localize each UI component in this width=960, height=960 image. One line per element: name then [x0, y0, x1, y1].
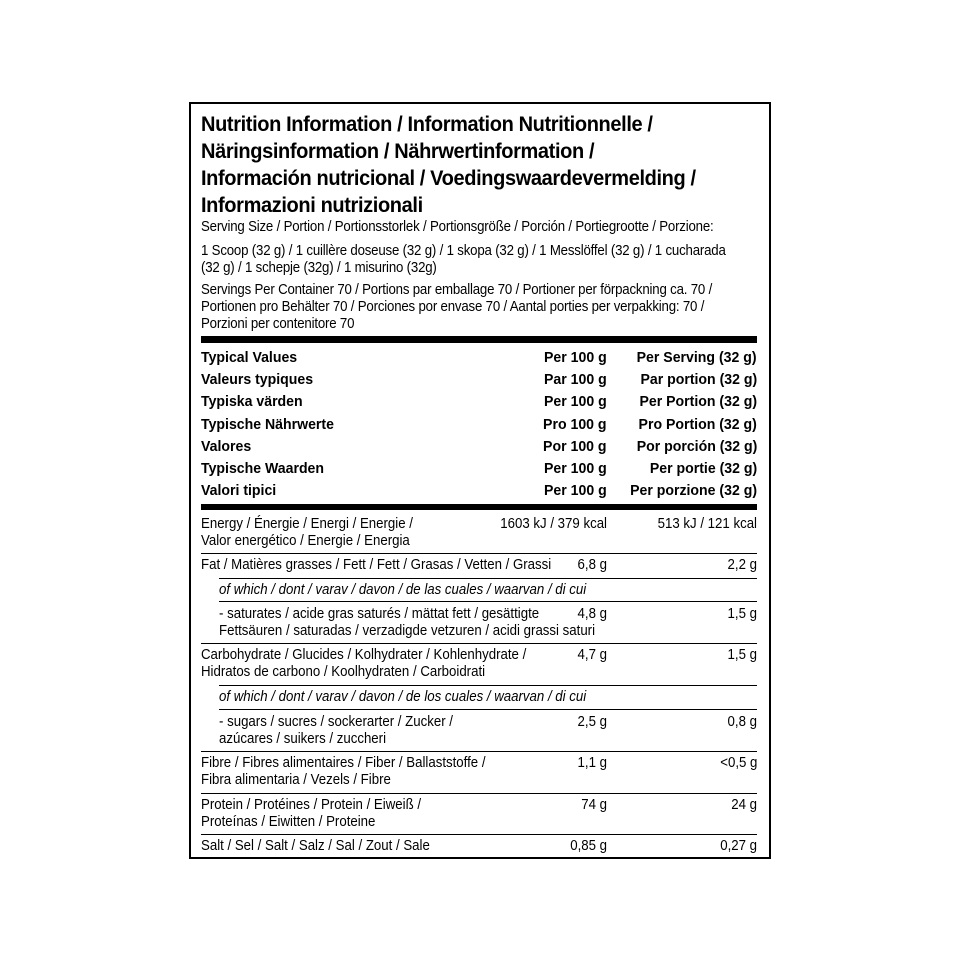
value-per100: 1,1 g	[577, 755, 607, 771]
header-per-serving: Por porción (32 g)	[636, 438, 757, 455]
header-label: Valori tipici	[201, 482, 277, 499]
serving-size-line: 1 Scoop (32 g) / 1 cuillère doseuse (32 g) / 1 skopa (32 g) / 1 Messlöffel (32 g) / 1 cucharada	[201, 243, 726, 259]
servings-per-container-line: Portionen pro Behälter 70 / Porciones por envase 70 / Aantal porties per verpakking: 70 /	[201, 299, 705, 315]
row-divider	[201, 834, 757, 835]
row-divider	[201, 793, 757, 794]
row-divider	[219, 709, 757, 710]
value-per100: 2,5 g	[577, 714, 607, 730]
header-per-serving: Per Portion (32 g)	[639, 393, 757, 410]
nutrition-label	[189, 102, 771, 859]
nutrition-label-content	[201, 104, 757, 857]
value-per-serving: <0,5 g	[719, 755, 757, 771]
value-per-serving: 0,8 g	[727, 714, 757, 730]
header-per100: Pro 100 g	[543, 416, 607, 433]
value-per-serving: 1,5 g	[727, 647, 757, 663]
value-per-serving: 0,27 g	[720, 838, 757, 854]
title-line: Nutrition Information / Information Nutritionnelle /	[201, 112, 653, 136]
nutrient-label: Salt / Sel / Salt / Salz / Sal / Zout / Sale	[201, 838, 430, 854]
value-per100: 1603 kJ / 379 kcal	[500, 516, 607, 532]
header-label: Typische Waarden	[201, 460, 325, 477]
row-divider	[219, 685, 757, 686]
nutrient-label: Hidratos de carbono / Koolhydraten / Carboidrati	[201, 664, 486, 680]
nutrient-label: Valor energético / Energie / Energia	[201, 533, 410, 549]
row-divider	[201, 553, 757, 554]
nutrient-label: Proteínas / Eiwitten / Proteine	[201, 814, 376, 830]
header-per100: Par 100 g	[544, 371, 607, 388]
value-per-serving: 2,2 g	[727, 557, 757, 573]
nutrient-label: Fat / Matières grasses / Fett / Fett / Grasas / Vetten / Grassi	[201, 557, 552, 573]
header-label: Valores	[201, 438, 252, 455]
value-per-serving: 1,5 g	[727, 606, 757, 622]
value-per100: 0,85 g	[570, 838, 607, 854]
nutrient-label: of which / dont / varav / davon / de los cuales / waarvan / di cui	[219, 689, 587, 705]
header-label: Typical Values	[201, 349, 298, 366]
row-divider	[201, 751, 757, 752]
value-per100: 6,8 g	[577, 557, 607, 573]
header-per100: Per 100 g	[544, 460, 607, 477]
nutrient-label: - saturates / acide gras saturés / mättat fett / gesättigte	[219, 606, 540, 622]
nutrient-label: Fibre / Fibres alimentaires / Fiber / Ballaststoffe /	[201, 755, 486, 771]
serving-size-line: (32 g) / 1 schepje (32g) / 1 misurino (32g)	[201, 260, 437, 276]
header-label: Valeurs typiques	[201, 371, 314, 388]
value-per100: 74 g	[581, 797, 607, 813]
header-label: Typiska värden	[201, 393, 303, 410]
value-per100: 4,8 g	[577, 606, 607, 622]
value-per100: 4,7 g	[577, 647, 607, 663]
header-per100: Per 100 g	[544, 393, 607, 410]
thick-divider	[201, 504, 757, 510]
serving-size-label: Serving Size / Portion / Portionsstorlek / Portionsgröße / Porción / Portiegrootte / Porzione:	[201, 219, 714, 235]
row-divider	[219, 578, 757, 579]
title-line: Informazioni nutrizionali	[201, 193, 423, 217]
row-divider	[201, 643, 757, 644]
servings-per-container-line: Porzioni per contenitore 70	[201, 316, 355, 332]
nutrient-label: Energy / Énergie / Energi / Energie /	[201, 516, 413, 532]
header-per100: Per 100 g	[544, 349, 607, 366]
nutrient-label: azúcares / suikers / zuccheri	[219, 731, 387, 747]
nutrient-label: - sugars / sucres / sockerarter / Zucker /	[219, 714, 453, 730]
header-per-serving: Per portie (32 g)	[649, 460, 757, 477]
header-per-serving: Pro Portion (32 g)	[638, 416, 757, 433]
row-divider	[219, 601, 757, 602]
nutrient-label: Fibra alimentaria / Vezels / Fibre	[201, 772, 391, 788]
header-per-serving: Per porzione (32 g)	[630, 482, 757, 499]
nutrient-label: Protein / Protéines / Protein / Eiweiß /	[201, 797, 422, 813]
nutrient-label: of which / dont / varav / davon / de las cuales / waarvan / di cui	[219, 582, 587, 598]
thick-divider	[201, 336, 757, 343]
header-per100: Por 100 g	[543, 438, 607, 455]
servings-per-container-line: Servings Per Container 70 / Portions par emballage 70 / Portioner per förpackning ca. 70 /	[201, 282, 713, 298]
header-label: Typische Nährwerte	[201, 416, 334, 433]
nutrient-label: Carbohydrate / Glucides / Kolhydrater / Kohlenhydrate /	[201, 647, 527, 663]
title-line: Näringsinformation / Nährwertinformation /	[201, 139, 595, 163]
header-per-serving: Par portion (32 g)	[640, 371, 757, 388]
value-per-serving: 513 kJ / 121 kcal	[657, 516, 757, 532]
title-line: Información nutricional / Voedingswaardevermelding /	[201, 166, 696, 190]
header-per100: Per 100 g	[544, 482, 607, 499]
value-per-serving: 24 g	[731, 797, 757, 813]
nutrient-label: Fettsäuren / saturadas / verzadigde vetzuren / acidi grassi saturi	[219, 623, 596, 639]
header-per-serving: Per Serving (32 g)	[637, 349, 757, 366]
